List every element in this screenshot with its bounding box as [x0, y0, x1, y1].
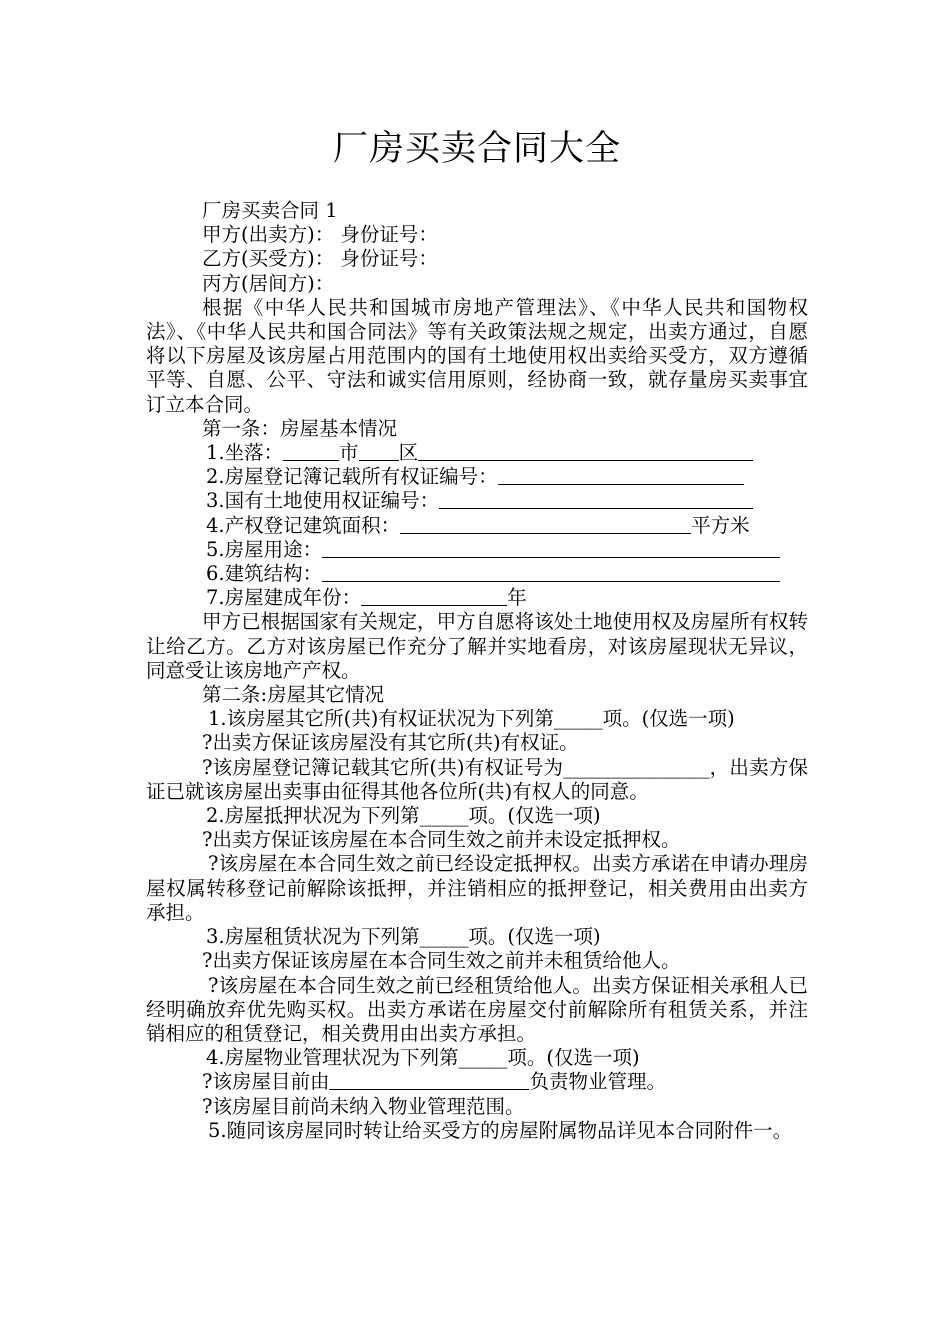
blank-floor-area — [400, 515, 691, 534]
item-location: 1.坐落： 市 区 — [146, 441, 808, 465]
contract-heading: 厂房买卖合同 1 — [202, 199, 338, 222]
item-year-built: 7.房屋建成年份： 年 — [206, 586, 527, 610]
property-management-item: 4.房屋物业管理状况为下列第_____项。(仅选一项) — [206, 1046, 640, 1070]
lease-option-1: ?出卖方保证该房屋在本合同生效之前并未租赁给他人。 — [202, 949, 681, 973]
blank-usage — [322, 539, 780, 558]
blank-structure — [322, 563, 780, 582]
mortgage-option-1: ?出卖方保证该房屋在本合同生效之前并未设定抵押权。 — [202, 828, 681, 852]
blank-year — [361, 587, 507, 606]
blank-district — [359, 442, 399, 461]
blank-management-company — [329, 1071, 529, 1090]
mortgage-option-2: ?该房屋在本合同生效之前已经设定抵押权。出卖方承诺在申请办理房屋权属转移登记前解除该抵押，并注销相应的抵押登记，相关费用由出卖方承担。 — [146, 852, 808, 924]
blank-city — [283, 442, 339, 461]
item-floor-area: 4.产权登记建筑面积： 平方米 — [206, 513, 750, 537]
blank-address — [418, 442, 753, 461]
article-2-heading: 第二条:房屋其它情况 — [202, 683, 385, 707]
ownership-option-2: ?该房屋登记簿记载其它所(共)有权证号为_______________，出卖方保证已就该房屋出卖事由征得其他各位所(共)有权人的同意。 — [146, 755, 808, 803]
mortgage-status-item: 2.房屋抵押状况为下列第_____项。(仅选一项) — [206, 804, 601, 828]
document-body — [146, 199, 808, 1143]
lease-option-2: ?该房屋在本合同生效之前已经租赁给他人。出卖方保证相关承租人已经明确放弃优先购买权。出卖方承诺在房屋交付前解除所有租赁关系，并注销相应的租赁登记，相关费用由出卖方承担。 — [146, 973, 808, 1045]
management-option-2: ?该房屋目前尚未纳入物业管理范围。 — [202, 1094, 525, 1118]
blank-land-certificate — [439, 490, 753, 509]
ownership-status-item: 1.该房屋其它所(共)有权证状况为下列第_____项。(仅选一项) — [208, 707, 735, 731]
article-1-heading: 第一条：房屋基本情况 — [202, 416, 398, 440]
item-land-certificate: 3.国有土地使用权证编号： — [146, 489, 808, 513]
preamble-paragraph: 根据《中华人民共和国城市房地产管理法》、《中华人民共和国物权法》、《中华人民共和国合同法》等有关政策法规之规定，出卖方通过，自愿将以下房屋及该房屋占用范围内的国有土地使用权出卖给买受方，双方遵循平等、自愿、公平、守法和诚实信用原则，经协商一致，就存量房买卖事宜订立本合同。 — [146, 295, 808, 416]
ownership-option-1: ?出卖方保证该房屋没有其它所(共)有权证。 — [202, 731, 579, 755]
party-b-line: 乙方(买受方)： 身份证号： — [202, 247, 438, 271]
item-usage: 5.房屋用途： — [146, 538, 808, 562]
item-structure: 6.建筑结构： — [146, 562, 808, 586]
party-a-line: 甲方(出卖方)： 身份证号： — [202, 223, 438, 247]
document-title: 厂房买卖合同大全 — [332, 129, 621, 169]
item-certificate-number: 2.房屋登记簿记载所有权证编号： — [146, 465, 808, 489]
lease-status-item: 3.房屋租赁状况为下列第_____项。(仅选一项) — [206, 925, 601, 949]
attachments-item: 5.随同该房屋同时转让给买受方的房屋附属物品详见本合同附件一。 — [208, 1118, 793, 1142]
party-c-line: 丙方(居间方)： — [202, 271, 335, 295]
management-option-1: ?该房屋目前由 负责物业管理。 — [202, 1070, 666, 1094]
blank-certificate — [498, 466, 744, 485]
transfer-paragraph: 甲方已根据国家有关规定，甲方自愿将该处土地使用权及房屋所有权转让给乙方。乙方对该房屋已作充分了解并实地看房，对该房屋现状无异议，同意受让该房地产产权。 — [146, 610, 808, 682]
